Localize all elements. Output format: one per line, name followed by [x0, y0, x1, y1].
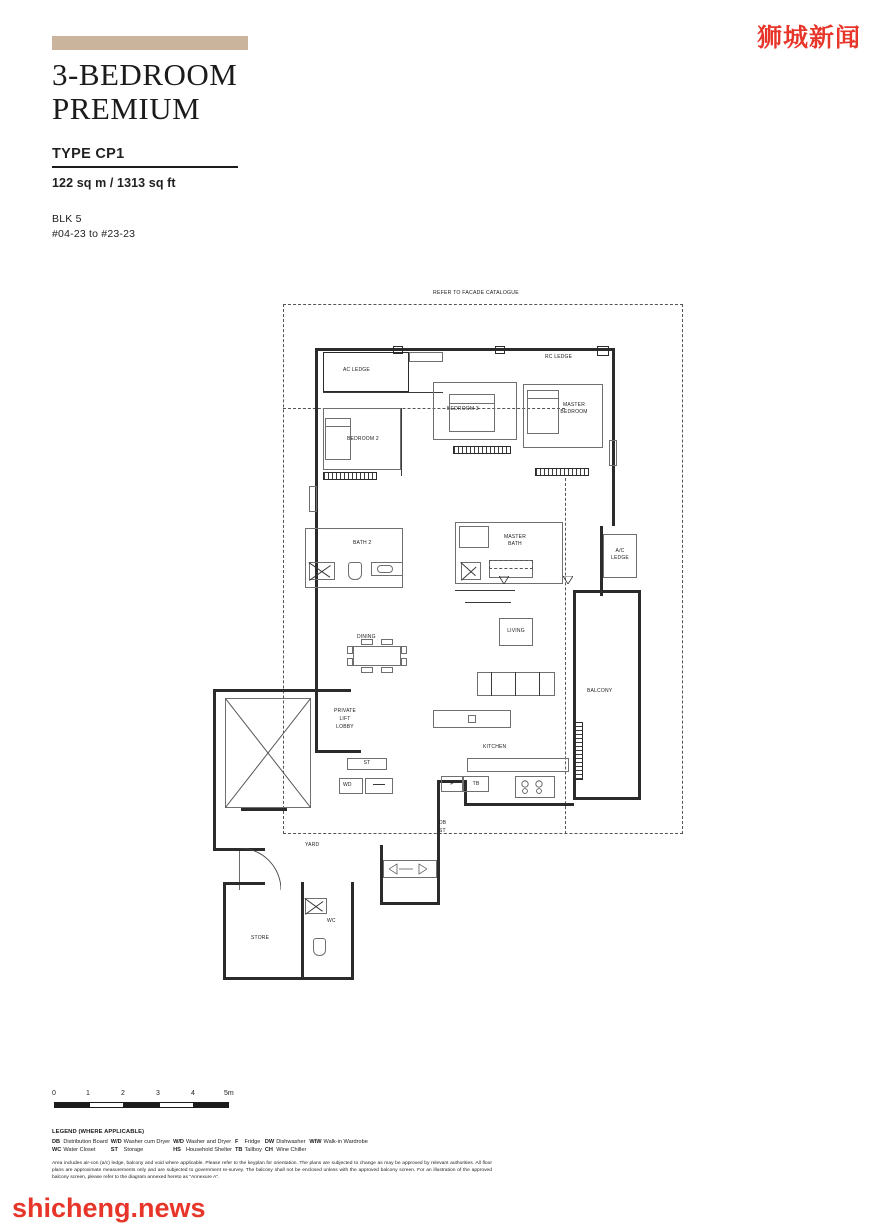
- block-info: [52, 212, 472, 242]
- direction-marker-1-icon: [499, 576, 509, 584]
- dining-chair-6: [381, 639, 393, 645]
- ac-ledge-right-label-1: A/C: [615, 548, 625, 554]
- legend-text: Wine Chiller: [276, 1147, 307, 1154]
- floor-plan: [205, 290, 725, 970]
- fridge-label: F: [450, 781, 454, 787]
- yard-label: YARD: [305, 842, 320, 848]
- scale-tick-1: 1: [86, 1090, 90, 1097]
- legend-text: Water Closet: [63, 1147, 96, 1154]
- legend-key: W/D: [110, 1138, 122, 1145]
- bedroom2-label: BEDROOM 2: [347, 436, 379, 442]
- wc-closet: [313, 938, 326, 956]
- door-swing-icon: [239, 848, 281, 890]
- store-label: STORE: [251, 935, 270, 941]
- top-marker-2: [495, 346, 505, 354]
- bath2-label: BATH 2: [353, 540, 372, 546]
- bath2-wc: [348, 562, 362, 580]
- dining-chair-8: [381, 667, 393, 673]
- legend-text: Distribution Board: [63, 1138, 108, 1145]
- lift-lobby-label-2: LIFT: [339, 716, 351, 722]
- legend: [52, 1128, 552, 1155]
- boundary-dash-v1: [565, 478, 566, 834]
- master-wardrobe: [535, 468, 589, 476]
- dining-chair-3: [401, 646, 407, 654]
- yard-hatch-icon: [387, 862, 433, 876]
- wall-kitchen-lower: [464, 803, 574, 806]
- scale-tick-3: 3: [156, 1090, 160, 1097]
- legend-key: [309, 1146, 323, 1154]
- bedroom2-wardrobe: [323, 472, 377, 480]
- db-label: DB: [439, 820, 447, 826]
- legend-text: Dishwasher: [276, 1138, 306, 1145]
- page-title-line2: PREMIUM: [52, 91, 201, 126]
- dining-table: [353, 646, 401, 666]
- lift-lobby-label-3: LOBBY: [336, 724, 354, 730]
- balcony-screen: [575, 722, 583, 780]
- wall-balcony-bottom: [573, 797, 641, 800]
- st-label: ST: [363, 760, 371, 766]
- block-number: BLK 5: [52, 213, 82, 225]
- legend-text: Washer and Dryer: [185, 1138, 232, 1145]
- scale-seg-4: [159, 1102, 194, 1108]
- wall-top: [315, 348, 615, 351]
- watermark-bottom-left: shicheng.news: [12, 1193, 206, 1223]
- appliance-line: [373, 784, 385, 785]
- scale-tick-0: 0: [52, 1090, 56, 1097]
- legend-text: Storage: [123, 1147, 144, 1154]
- scale-tick-labels: [52, 1090, 282, 1101]
- bedroom2-headboard: [325, 418, 351, 427]
- wd-label: WD: [343, 782, 352, 788]
- master-bath-label-2: BATH: [508, 541, 522, 547]
- watermark-top-right: 狮城新闻: [756, 23, 861, 52]
- master-bath-label-1: MASTER: [503, 534, 527, 540]
- title-divider: [52, 166, 238, 168]
- dining-chair-1: [347, 646, 353, 654]
- wall-lift-left: [213, 689, 216, 851]
- bedroom2-partition: [401, 408, 402, 476]
- scale-seg-2: [89, 1102, 124, 1108]
- wall-balcony-right: [638, 590, 641, 800]
- scale-tick-5: 5m: [224, 1090, 234, 1097]
- detail-line-1: [455, 590, 515, 591]
- legend-key: F: [235, 1138, 239, 1145]
- appliance-box: [365, 778, 393, 794]
- sofa-div-2: [515, 672, 516, 696]
- detail-line-2: [465, 602, 511, 603]
- legend-text: Fridge: [244, 1138, 261, 1145]
- legend-key: DB: [52, 1138, 61, 1145]
- scale-bar: [52, 1090, 282, 1108]
- disclaimer-text: Area includes air-con (a/c) ledge, balcony and void where applicable. Please refer to the keyplan for orientation. The plans are subjected to change as may be approved by relevant authorities. All floor plans are approximate measurements only and are subjected to government re-survey. The balcony shall not be enclosed unless with the approved balcony screen. For an illustration of the approved balcony screen, please refer to the diagram annexed hereto as "Annexure A".: [52, 1161, 492, 1180]
- wall-right-upper: [612, 348, 615, 416]
- master-bath-tub: [459, 526, 489, 548]
- sofa-div-1: [491, 672, 492, 696]
- master-bath-mirror: [489, 560, 533, 569]
- ac-ledge-right-label-2: LEDGE: [611, 555, 629, 561]
- ac-ledge-line: [323, 392, 443, 393]
- legend-text: Walk-in Wardrobe: [323, 1138, 368, 1145]
- wall-left-upper: [315, 348, 318, 442]
- kitchen-counter: [467, 758, 569, 772]
- sofa-div-3: [539, 672, 540, 696]
- legend-text: Tallboy: [244, 1147, 262, 1154]
- page-title-line1: 3-BEDROOM: [52, 57, 238, 92]
- lift-shaft-cross-icon: [225, 698, 311, 808]
- header-block: [52, 36, 472, 242]
- living-sofa: [477, 672, 555, 696]
- wall-lift-top: [213, 689, 317, 692]
- lift-lobby-label-1: PRIVATE: [333, 708, 357, 714]
- kitchen-label: KITCHEN: [483, 744, 507, 750]
- kitchen-hob-icon: [519, 779, 551, 795]
- unit-type-label: TYPE CP1: [52, 146, 125, 162]
- dining-label: DINING: [357, 634, 376, 640]
- tallboy-label: TB: [472, 781, 480, 787]
- legend-key: TB: [235, 1147, 243, 1154]
- page-title: [52, 59, 472, 124]
- unit-range: #04-23 to #23-23: [52, 228, 136, 240]
- wall-wc-right: [351, 882, 354, 980]
- bedroom3-label: BEDROOM 3: [447, 406, 479, 412]
- accent-bar: [52, 36, 248, 50]
- legend-key: W/D: [173, 1138, 184, 1145]
- legend-row: [52, 1138, 371, 1146]
- ac-ledge-label: AC LEDGE: [343, 367, 370, 373]
- scale-tick-2: 2: [121, 1090, 125, 1097]
- tv-unit: [468, 715, 476, 723]
- wc-label: WC: [327, 918, 336, 924]
- dining-chair-5: [361, 639, 373, 645]
- window-right-1: [609, 440, 617, 466]
- wall-store-right: [301, 882, 304, 980]
- window-left-1: [309, 486, 317, 512]
- balcony-label: BALCONY: [587, 688, 613, 694]
- legend-key: WC: [52, 1147, 62, 1154]
- legend-title: LEGEND (WHERE APPLICABLE): [52, 1129, 145, 1135]
- wall-balcony-top: [573, 590, 641, 593]
- rc-ledge-marker: [597, 346, 609, 356]
- wall-store-bottom: [223, 977, 353, 980]
- wall-service-right: [437, 780, 440, 905]
- legend-key: WIW: [309, 1138, 322, 1145]
- bedroom3-wardrobe: [453, 446, 511, 454]
- wall-store-left: [223, 882, 226, 980]
- legend-key: DW: [264, 1138, 275, 1145]
- db-st-label: ST: [439, 828, 446, 834]
- wall-lobby-top: [315, 689, 351, 692]
- master-headboard: [527, 390, 559, 399]
- dining-chair-2: [347, 658, 353, 666]
- master-bedroom-label-2: BEDROOM: [560, 409, 588, 415]
- legend-key: HS: [173, 1147, 181, 1154]
- legend-row: [52, 1146, 371, 1154]
- scale-bar-graphic: [52, 1102, 282, 1108]
- dining-chair-7: [361, 667, 373, 673]
- scale-seg-5: [194, 1102, 229, 1108]
- direction-marker-2-icon: [563, 576, 573, 584]
- legend-text: Washer cum Dryer: [123, 1138, 171, 1145]
- legend-key: ST: [110, 1147, 118, 1154]
- rc-ledge-label: RC LEDGE: [545, 354, 573, 360]
- dining-chair-4: [401, 658, 407, 666]
- scale-tick-4: 4: [191, 1090, 195, 1097]
- top-marker-1: [393, 346, 403, 354]
- legend-table: [52, 1138, 371, 1155]
- wall-yard-top: [315, 750, 361, 753]
- unit-area-label: 122 sq m / 1313 sq ft: [52, 176, 176, 190]
- bedroom3-headboard: [449, 394, 495, 404]
- master-bedroom-label-1: MASTER: [562, 402, 586, 408]
- lift-door: [241, 808, 287, 811]
- legend-text: [324, 1146, 371, 1154]
- facade-note: REFER TO FACADE CATALOGUE: [433, 290, 519, 296]
- ledge-slot-1: [409, 352, 443, 362]
- wall-lobby-left: [315, 689, 318, 753]
- legend-key: CH: [264, 1147, 273, 1154]
- living-label: LIVING: [507, 628, 525, 634]
- scale-seg-3: [124, 1102, 159, 1108]
- scale-seg-1: [54, 1102, 89, 1108]
- bath2-basin-bowl: [377, 565, 393, 573]
- legend-text: Household Shelter: [185, 1147, 232, 1154]
- wall-right-mid: [612, 416, 615, 526]
- wall-yard-bottom: [380, 902, 440, 905]
